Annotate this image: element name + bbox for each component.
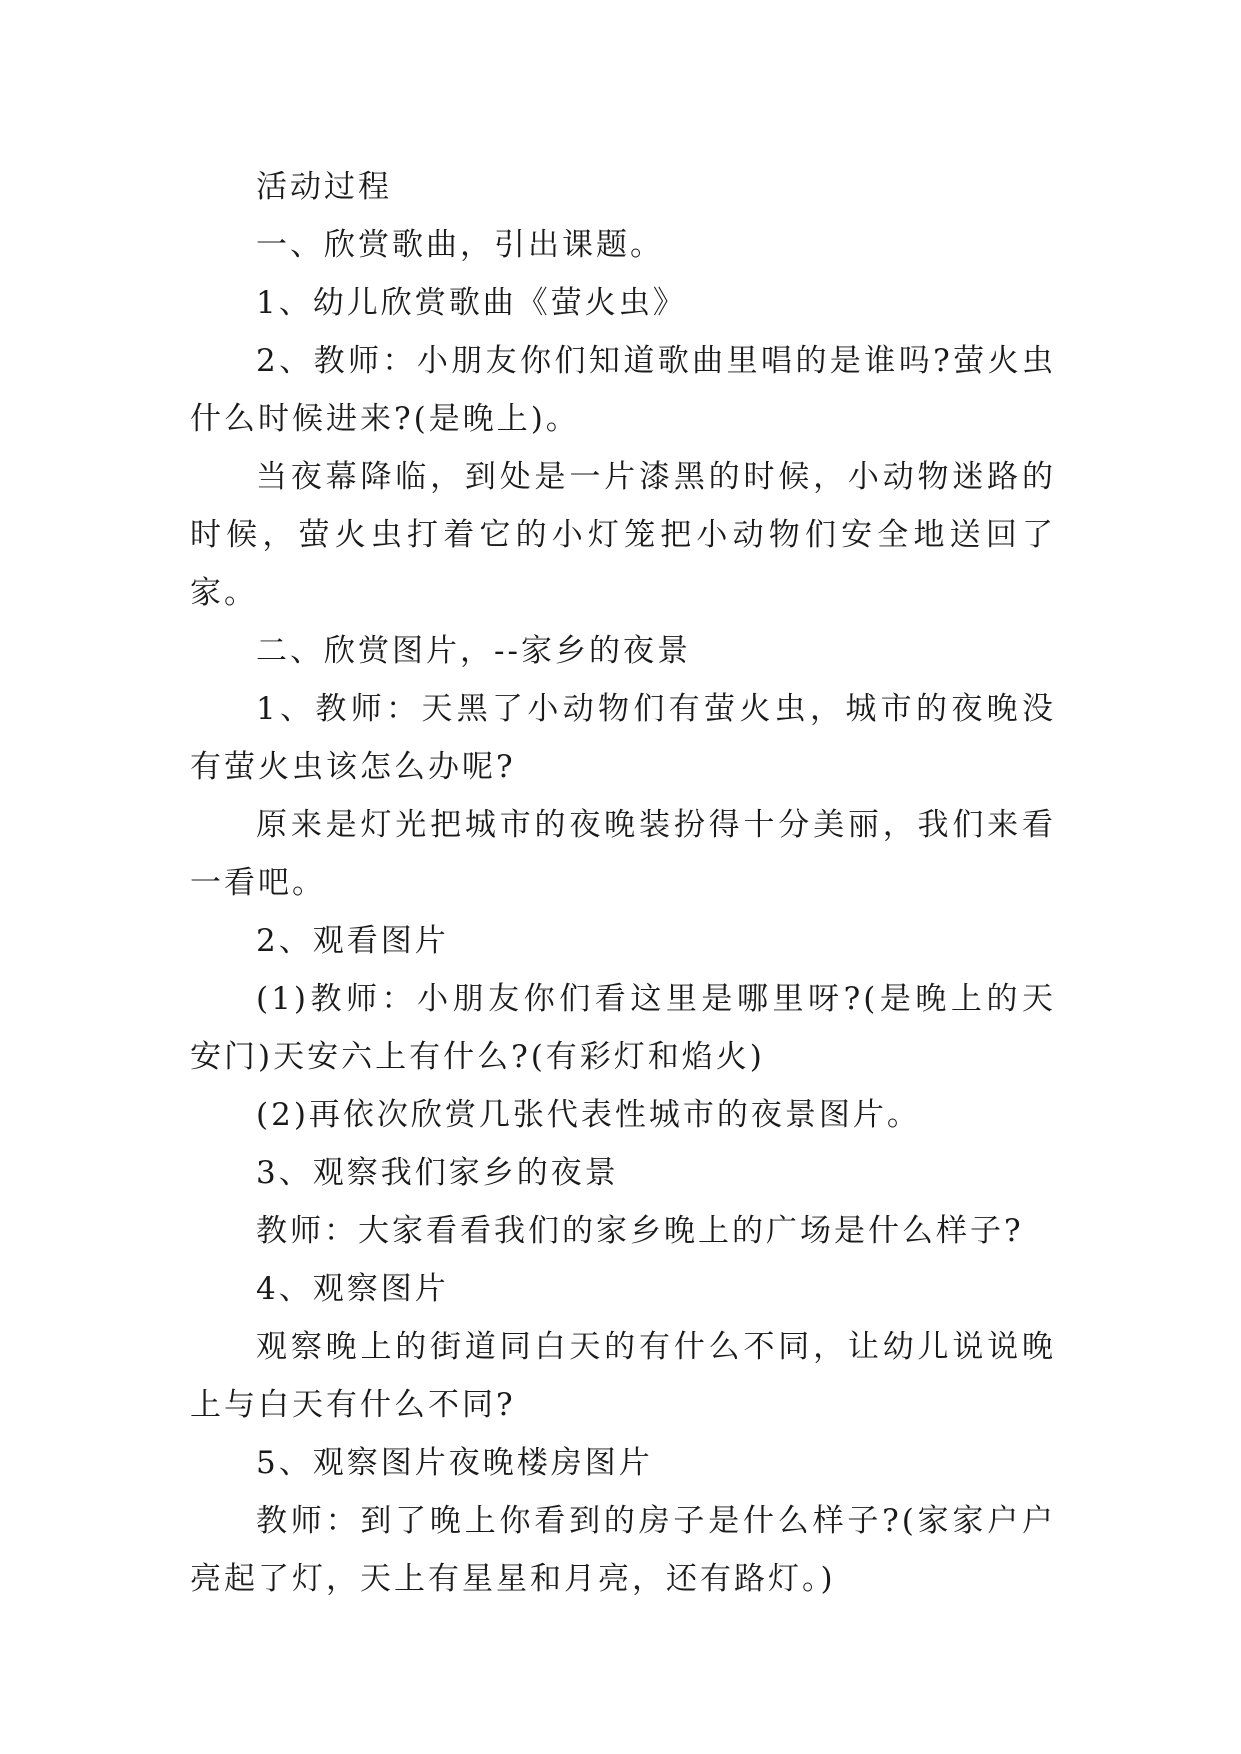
paragraph: 2、观看图片 bbox=[256, 923, 449, 959]
section-heading-1: 一、欣赏歌曲，引出课题。 bbox=[256, 227, 664, 263]
paragraph: 3、观察我们家乡的夜景 bbox=[256, 1155, 619, 1191]
paragraph: 1、幼儿欣赏歌曲《萤火虫》 bbox=[256, 285, 687, 321]
paragraph: 教师：大家看看我们的家乡晚上的广场是什么样子? bbox=[256, 1213, 1024, 1249]
section-heading-2: 二、欣赏图片，--家乡的夜景 bbox=[256, 633, 691, 669]
document-body bbox=[190, 158, 1056, 1608]
paragraph: 5、观察图片夜晚楼房图片 bbox=[256, 1445, 653, 1481]
paragraph: (2)再依次欣赏几张代表性城市的夜景图片。 bbox=[256, 1097, 921, 1133]
section-heading-activity-process: 活动过程 bbox=[256, 169, 392, 205]
paragraph: 当夜幕降临，到处是一片漆黑的时候，小动物迷路的时候，萤火虫打着它的小灯笼把小动物们安全地送回了家。 bbox=[190, 459, 1056, 611]
paragraph: 2、教师：小朋友你们知道歌曲里唱的是谁吗?萤火虫什么时候进来?(是晚上)。 bbox=[190, 343, 1056, 437]
paragraph: 原来是灯光把城市的夜晚装扮得十分美丽，我们来看一看吧。 bbox=[190, 807, 1056, 901]
paragraph: 4、观察图片 bbox=[256, 1271, 449, 1307]
paragraph: 1、教师：天黑了小动物们有萤火虫，城市的夜晚没有萤火虫该怎么办呢? bbox=[190, 691, 1056, 785]
paragraph: (1)教师：小朋友你们看这里是哪里呀?(是晚上的天安门)天安六上有什么?(有彩灯和焰火) bbox=[190, 981, 1056, 1075]
paragraph: 观察晚上的街道同白天的有什么不同，让幼儿说说晚上与白天有什么不同? bbox=[190, 1329, 1056, 1423]
paragraph: 教师：到了晚上你看到的房子是什么样子?(家家户户亮起了灯，天上有星星和月亮，还有路灯。) bbox=[190, 1503, 1056, 1597]
